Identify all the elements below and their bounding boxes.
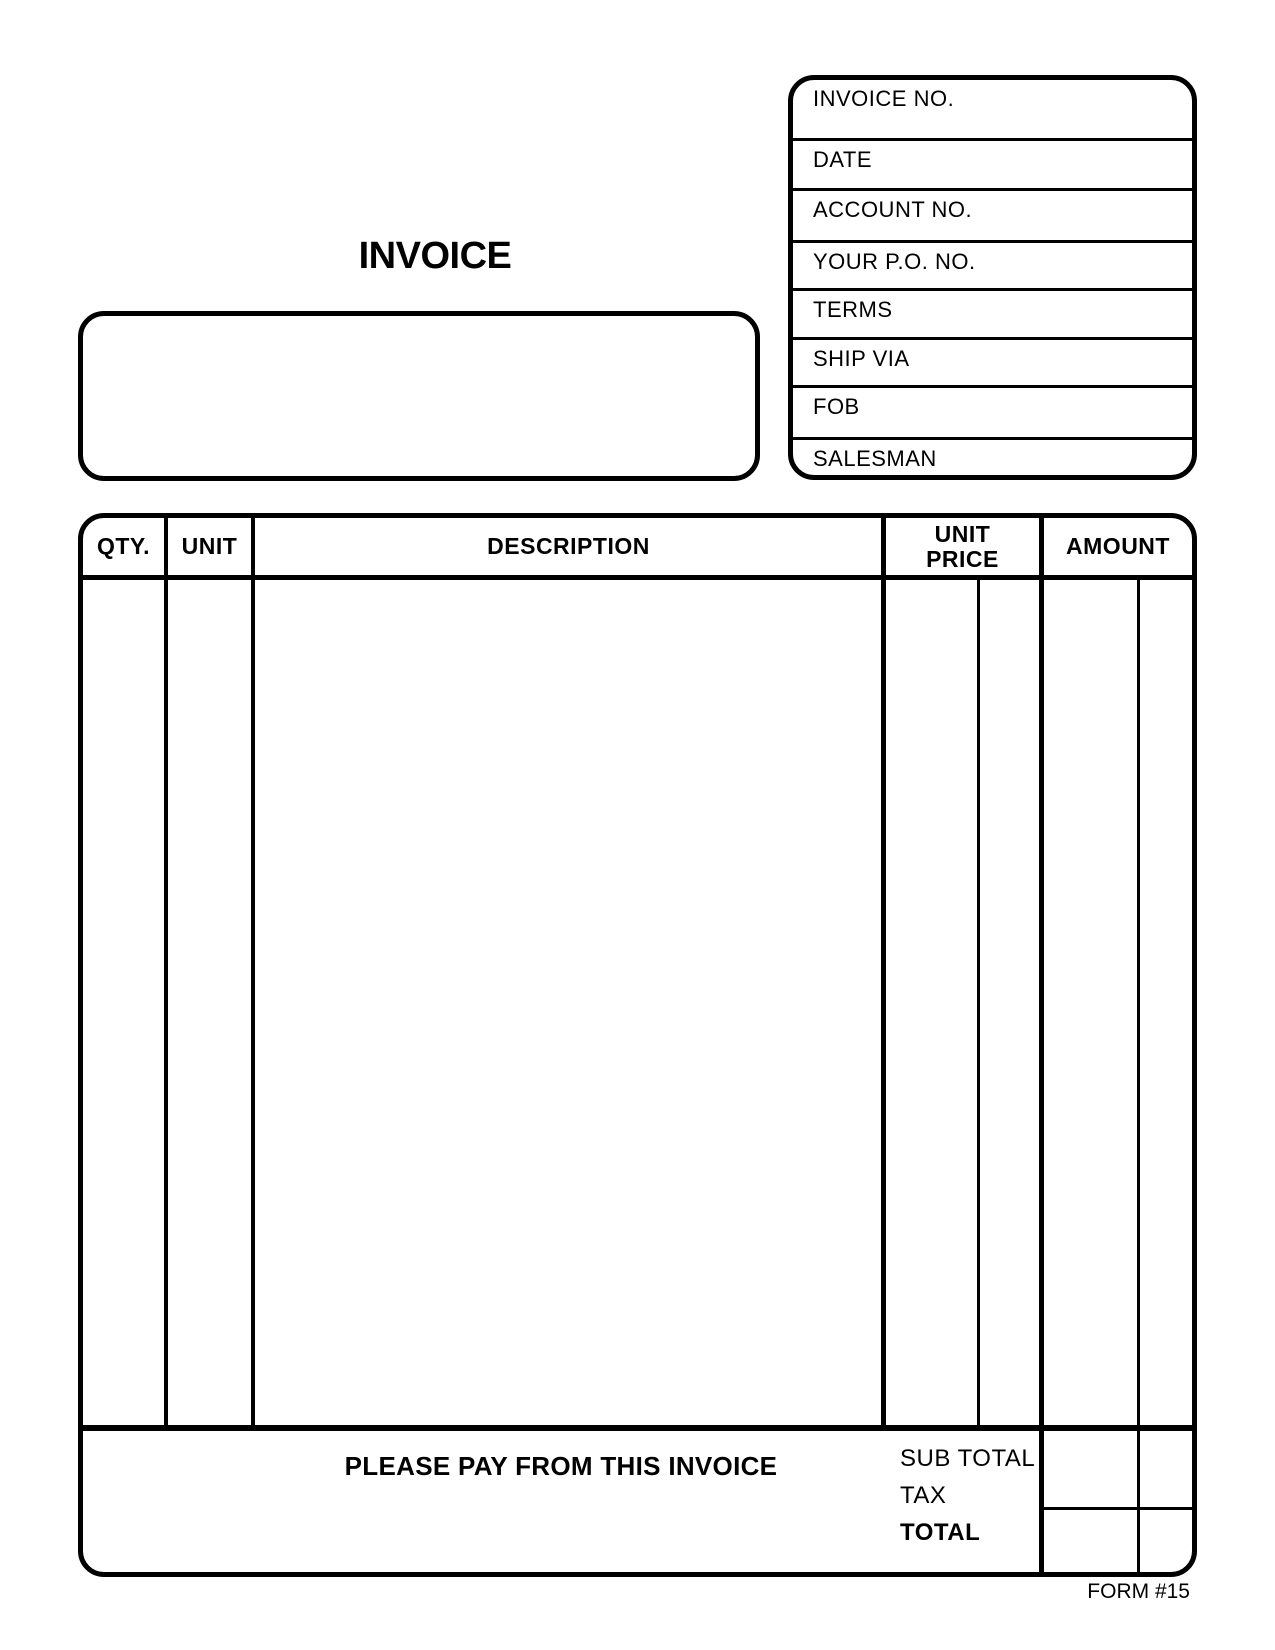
form-number: FORM #15	[1087, 1580, 1190, 1603]
description-column-cell[interactable]	[256, 580, 881, 1425]
field-terms[interactable]	[793, 291, 1192, 340]
totals-top-line	[83, 1425, 1192, 1431]
field-ship-via[interactable]	[793, 340, 1192, 388]
unit-column-line	[251, 518, 255, 1431]
field-label-date: DATE	[813, 147, 873, 172]
column-header-description: DESCRIPTION	[487, 533, 650, 559]
field-label-account-no: ACCOUNT NO.	[813, 197, 973, 222]
column-header-unit-price	[886, 518, 1039, 575]
column-header-unit-price-line1: UNIT	[934, 520, 991, 547]
field-label-fob: FOB	[813, 394, 860, 419]
total-amount-cell[interactable]	[1044, 1510, 1192, 1572]
column-header-unit-price-line2: PRICE	[926, 545, 999, 572]
qty-column-cell[interactable]	[83, 580, 164, 1425]
field-account-no[interactable]	[793, 191, 1192, 243]
line-items-table	[78, 513, 1197, 1577]
invoice-meta-box	[788, 75, 1197, 480]
field-date[interactable]	[793, 141, 1192, 191]
field-salesman[interactable]	[793, 440, 1192, 475]
field-invoice-no[interactable]	[793, 80, 1192, 141]
field-label-invoice-no: INVOICE NO.	[813, 86, 955, 111]
unit-price-column-cell[interactable]	[886, 580, 1039, 1425]
sub-total-amount-cell[interactable]	[1044, 1431, 1192, 1507]
pay-notice: PLEASE PAY FROM THIS INVOICE	[344, 1451, 778, 1481]
amount-column-cell[interactable]	[1044, 580, 1192, 1425]
field-your-po-no[interactable]	[793, 243, 1192, 291]
field-label-salesman: SALESMAN	[813, 446, 937, 471]
field-label-terms: TERMS	[813, 297, 893, 322]
field-label-ship-via: SHIP VIA	[813, 346, 910, 371]
column-header-qty: QTY.	[96, 533, 151, 559]
sub-total-label: SUB TOTAL	[900, 1445, 1036, 1472]
column-header-unit: UNIT	[181, 533, 238, 559]
tax-label: TAX	[900, 1482, 947, 1509]
column-header-amount: AMOUNT	[1066, 533, 1170, 559]
total-label: TOTAL	[900, 1519, 981, 1546]
unit-column-cell[interactable]	[168, 580, 251, 1425]
page-title: INVOICE	[358, 235, 512, 277]
bill-to-box[interactable]	[78, 311, 760, 481]
field-label-your-po-no: YOUR P.O. NO.	[813, 249, 976, 274]
field-fob[interactable]	[793, 388, 1192, 440]
